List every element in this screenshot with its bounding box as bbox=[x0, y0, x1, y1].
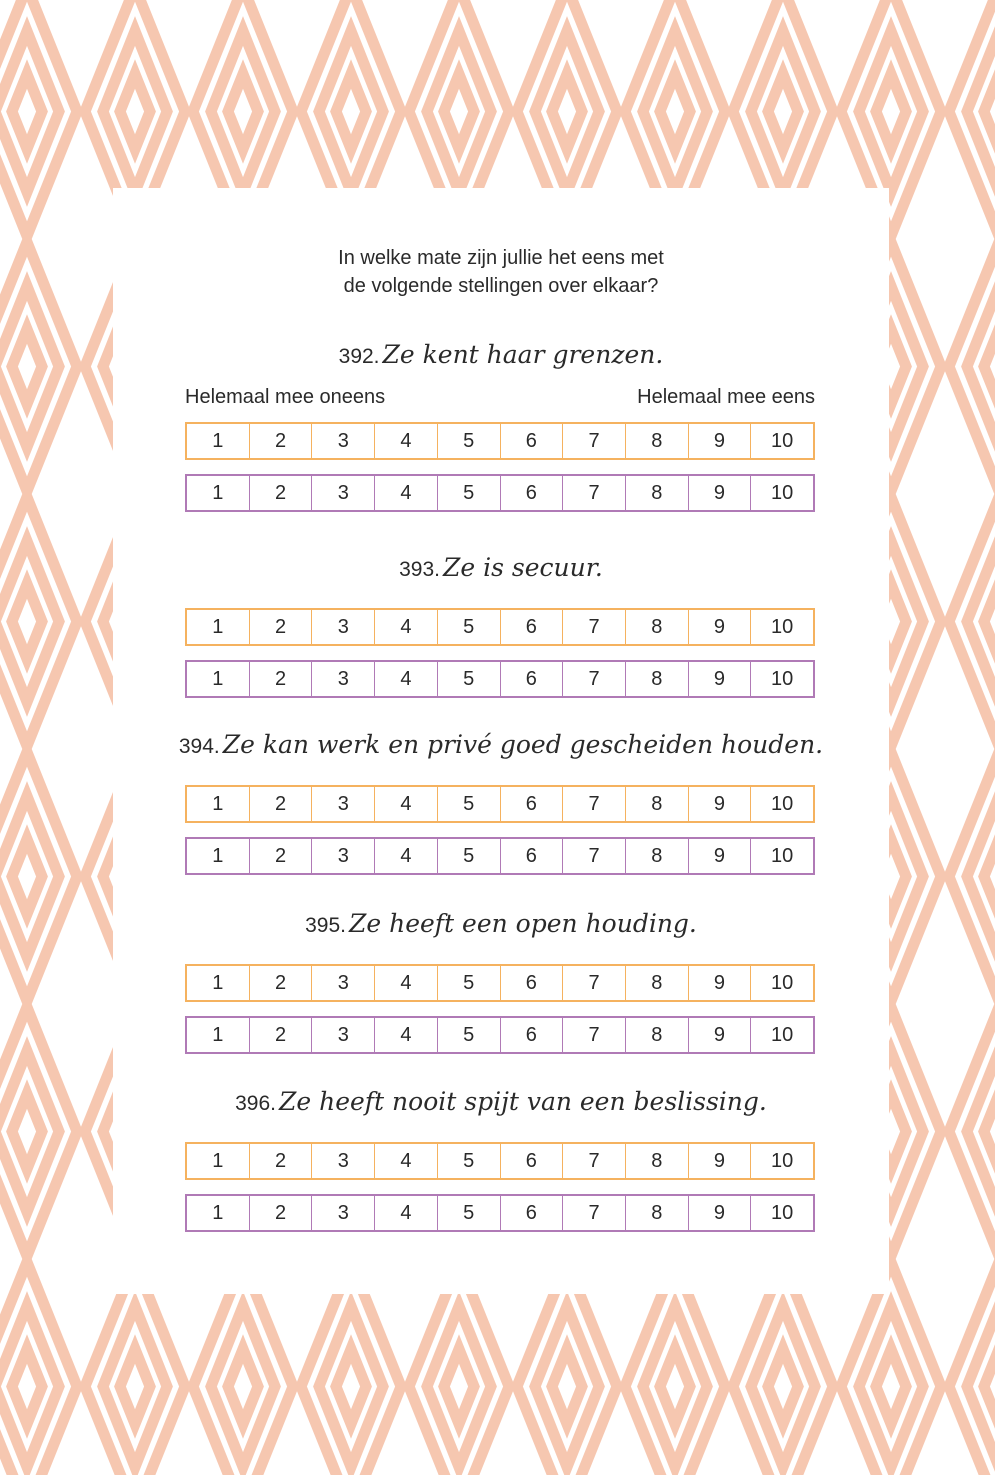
scale-label-disagree: Helemaal mee oneens bbox=[185, 386, 386, 408]
rating-cell[interactable]: 7 bbox=[562, 966, 625, 1000]
rating-row-partner-1 bbox=[185, 608, 815, 646]
question-number: 392. bbox=[338, 345, 380, 368]
rating-cell[interactable]: 10 bbox=[750, 787, 813, 821]
question-text: Ze heeft nooit spijt van een beslissing. bbox=[279, 1087, 767, 1116]
rating-cell[interactable]: 3 bbox=[311, 476, 374, 510]
rating-cell[interactable]: 7 bbox=[562, 662, 625, 696]
rating-cell[interactable]: 2 bbox=[249, 662, 312, 696]
rating-cell[interactable]: 10 bbox=[750, 1144, 813, 1178]
rating-cell[interactable]: 1 bbox=[212, 792, 224, 815]
rating-cell[interactable]: 4 bbox=[374, 424, 437, 458]
rating-cell[interactable]: 10 bbox=[750, 610, 813, 644]
rating-cell[interactable]: 7 bbox=[562, 787, 625, 821]
rating-cell[interactable]: 8 bbox=[625, 1144, 688, 1178]
rating-cell[interactable]: 5 bbox=[437, 1196, 500, 1230]
rating-cell[interactable]: 9 bbox=[688, 662, 751, 696]
rating-cell[interactable]: 10 bbox=[750, 476, 813, 510]
intro-line-1: In welke mate zijn jullie het eens met bbox=[338, 247, 664, 269]
rating-cell[interactable]: 8 bbox=[625, 662, 688, 696]
rating-cell[interactable]: 2 bbox=[249, 1196, 312, 1230]
rating-cell[interactable]: 5 bbox=[437, 610, 500, 644]
rating-cell[interactable]: 4 bbox=[374, 839, 437, 873]
rating-cell[interactable]: 5 bbox=[437, 1144, 500, 1178]
rating-cell[interactable]: 3 bbox=[311, 1144, 374, 1178]
rating-cell[interactable]: 1 bbox=[212, 971, 224, 994]
rating-cell[interactable]: 5 bbox=[437, 1018, 500, 1052]
rating-cell[interactable]: 9 bbox=[688, 787, 751, 821]
rating-cell[interactable]: 1 bbox=[212, 429, 224, 452]
rating-cell[interactable]: 8 bbox=[625, 1196, 688, 1230]
rating-cell[interactable]: 6 bbox=[500, 966, 563, 1000]
intro-line-2: de volgende stellingen over elkaar? bbox=[343, 275, 659, 297]
rating-cell[interactable]: 7 bbox=[562, 1018, 625, 1052]
rating-cell[interactable]: 5 bbox=[437, 424, 500, 458]
question-text: Ze kan werk en privé goed gescheiden houden. bbox=[222, 730, 824, 759]
rating-row-partner-1 bbox=[185, 964, 815, 1002]
rating-cell[interactable]: 10 bbox=[750, 662, 813, 696]
rating-cell[interactable]: 6 bbox=[500, 662, 563, 696]
rating-cell[interactable]: 6 bbox=[500, 787, 563, 821]
question-number: 396. bbox=[235, 1092, 276, 1115]
question-number: 394. bbox=[178, 735, 220, 758]
rating-cell[interactable]: 1 bbox=[212, 1023, 224, 1046]
rating-cell[interactable]: 8 bbox=[625, 424, 688, 458]
rating-cell[interactable]: 6 bbox=[500, 1144, 563, 1178]
question-title bbox=[113, 340, 889, 369]
rating-row-partner-2 bbox=[185, 1016, 815, 1054]
rating-cell[interactable]: 9 bbox=[688, 610, 751, 644]
question-number: 395. bbox=[305, 914, 346, 937]
rating-cell[interactable]: 6 bbox=[500, 424, 563, 458]
rating-cell[interactable]: 10 bbox=[750, 1196, 813, 1230]
question-title bbox=[113, 1087, 889, 1116]
rating-cell[interactable]: 2 bbox=[249, 1144, 312, 1178]
rating-cell[interactable]: 9 bbox=[688, 966, 751, 1000]
rating-cell[interactable]: 8 bbox=[625, 610, 688, 644]
rating-cell[interactable]: 4 bbox=[374, 1196, 437, 1230]
rating-cell[interactable]: 1 bbox=[212, 667, 224, 690]
rating-cell[interactable]: 7 bbox=[562, 476, 625, 510]
rating-cell[interactable]: 4 bbox=[374, 610, 437, 644]
rating-cell[interactable]: 8 bbox=[625, 839, 688, 873]
rating-cell[interactable]: 5 bbox=[437, 787, 500, 821]
question-title bbox=[113, 553, 889, 582]
scale-label-agree: Helemaal mee eens bbox=[637, 386, 815, 408]
rating-cell[interactable]: 8 bbox=[625, 476, 688, 510]
rating-cell[interactable]: 8 bbox=[625, 966, 688, 1000]
rating-cell[interactable]: 9 bbox=[688, 1018, 751, 1052]
rating-cell[interactable]: 4 bbox=[374, 1144, 437, 1178]
rating-cell[interactable]: 5 bbox=[437, 966, 500, 1000]
rating-cell[interactable]: 8 bbox=[625, 787, 688, 821]
rating-cell[interactable]: 4 bbox=[374, 787, 437, 821]
rating-cell[interactable]: 7 bbox=[562, 1144, 625, 1178]
rating-cell[interactable]: 10 bbox=[750, 424, 813, 458]
rating-cell[interactable]: 2 bbox=[249, 476, 312, 510]
rating-cell[interactable]: 4 bbox=[374, 476, 437, 510]
rating-row-partner-2 bbox=[185, 837, 815, 875]
rating-cell[interactable]: 5 bbox=[437, 662, 500, 696]
question-title bbox=[113, 909, 889, 938]
rating-cell[interactable]: 7 bbox=[562, 610, 625, 644]
rating-row-partner-1 bbox=[185, 422, 815, 460]
rating-row-partner-1 bbox=[185, 1142, 815, 1180]
rating-cell[interactable]: 1 bbox=[212, 481, 224, 504]
rating-cell[interactable]: 7 bbox=[562, 424, 625, 458]
rating-cell[interactable]: 2 bbox=[249, 424, 312, 458]
rating-cell[interactable]: 10 bbox=[750, 1018, 813, 1052]
rating-cell[interactable]: 6 bbox=[500, 1018, 563, 1052]
question-number: 393. bbox=[399, 558, 440, 581]
rating-cell[interactable]: 8 bbox=[625, 1018, 688, 1052]
rating-cell[interactable]: 3 bbox=[311, 1018, 374, 1052]
rating-cell[interactable]: 6 bbox=[500, 476, 563, 510]
rating-cell[interactable]: 7 bbox=[562, 1196, 625, 1230]
question-title bbox=[113, 730, 889, 759]
rating-cell[interactable]: 3 bbox=[311, 610, 374, 644]
rating-cell[interactable]: 9 bbox=[688, 1144, 751, 1178]
rating-cell[interactable]: 4 bbox=[374, 1018, 437, 1052]
questionnaire-card bbox=[113, 188, 889, 1294]
rating-row-partner-2 bbox=[185, 660, 815, 698]
rating-cell[interactable]: 2 bbox=[249, 610, 312, 644]
rating-cell[interactable]: 2 bbox=[249, 1018, 312, 1052]
rating-cell[interactable]: 3 bbox=[311, 1196, 374, 1230]
rating-cell[interactable]: 4 bbox=[374, 966, 437, 1000]
rating-cell[interactable]: 2 bbox=[249, 787, 312, 821]
rating-cell[interactable]: 3 bbox=[311, 839, 374, 873]
rating-cell[interactable]: 6 bbox=[500, 1196, 563, 1230]
rating-cell[interactable]: 3 bbox=[311, 966, 374, 1000]
rating-cell[interactable]: 6 bbox=[500, 839, 563, 873]
rating-cell[interactable]: 9 bbox=[688, 1196, 751, 1230]
rating-row-partner-2 bbox=[185, 1194, 815, 1232]
rating-cell[interactable]: 1 bbox=[212, 1201, 224, 1224]
rating-cell[interactable]: 10 bbox=[750, 839, 813, 873]
rating-cell[interactable]: 5 bbox=[437, 476, 500, 510]
rating-cell[interactable]: 2 bbox=[249, 839, 312, 873]
question-text: Ze heeft een open houding. bbox=[348, 909, 697, 938]
intro-text bbox=[113, 244, 889, 300]
rating-row-partner-1 bbox=[185, 785, 815, 823]
rating-cell[interactable]: 1 bbox=[212, 615, 224, 638]
rating-cell[interactable]: 2 bbox=[249, 966, 312, 1000]
rating-cell[interactable]: 6 bbox=[500, 610, 563, 644]
rating-cell[interactable]: 5 bbox=[437, 839, 500, 873]
rating-cell[interactable]: 9 bbox=[688, 476, 751, 510]
rating-cell[interactable]: 3 bbox=[311, 662, 374, 696]
rating-cell[interactable]: 1 bbox=[212, 844, 224, 867]
rating-cell[interactable]: 1 bbox=[212, 1149, 224, 1172]
rating-cell[interactable]: 3 bbox=[311, 787, 374, 821]
rating-cell[interactable]: 4 bbox=[374, 662, 437, 696]
rating-row-partner-2 bbox=[185, 474, 815, 512]
rating-cell[interactable]: 3 bbox=[311, 424, 374, 458]
rating-cell[interactable]: 7 bbox=[562, 839, 625, 873]
rating-cell[interactable]: 9 bbox=[688, 424, 751, 458]
rating-cell[interactable]: 9 bbox=[688, 839, 751, 873]
rating-cell[interactable]: 10 bbox=[750, 966, 813, 1000]
question-text: Ze is secuur. bbox=[443, 553, 603, 582]
question-text: Ze kent haar grenzen. bbox=[382, 340, 664, 369]
